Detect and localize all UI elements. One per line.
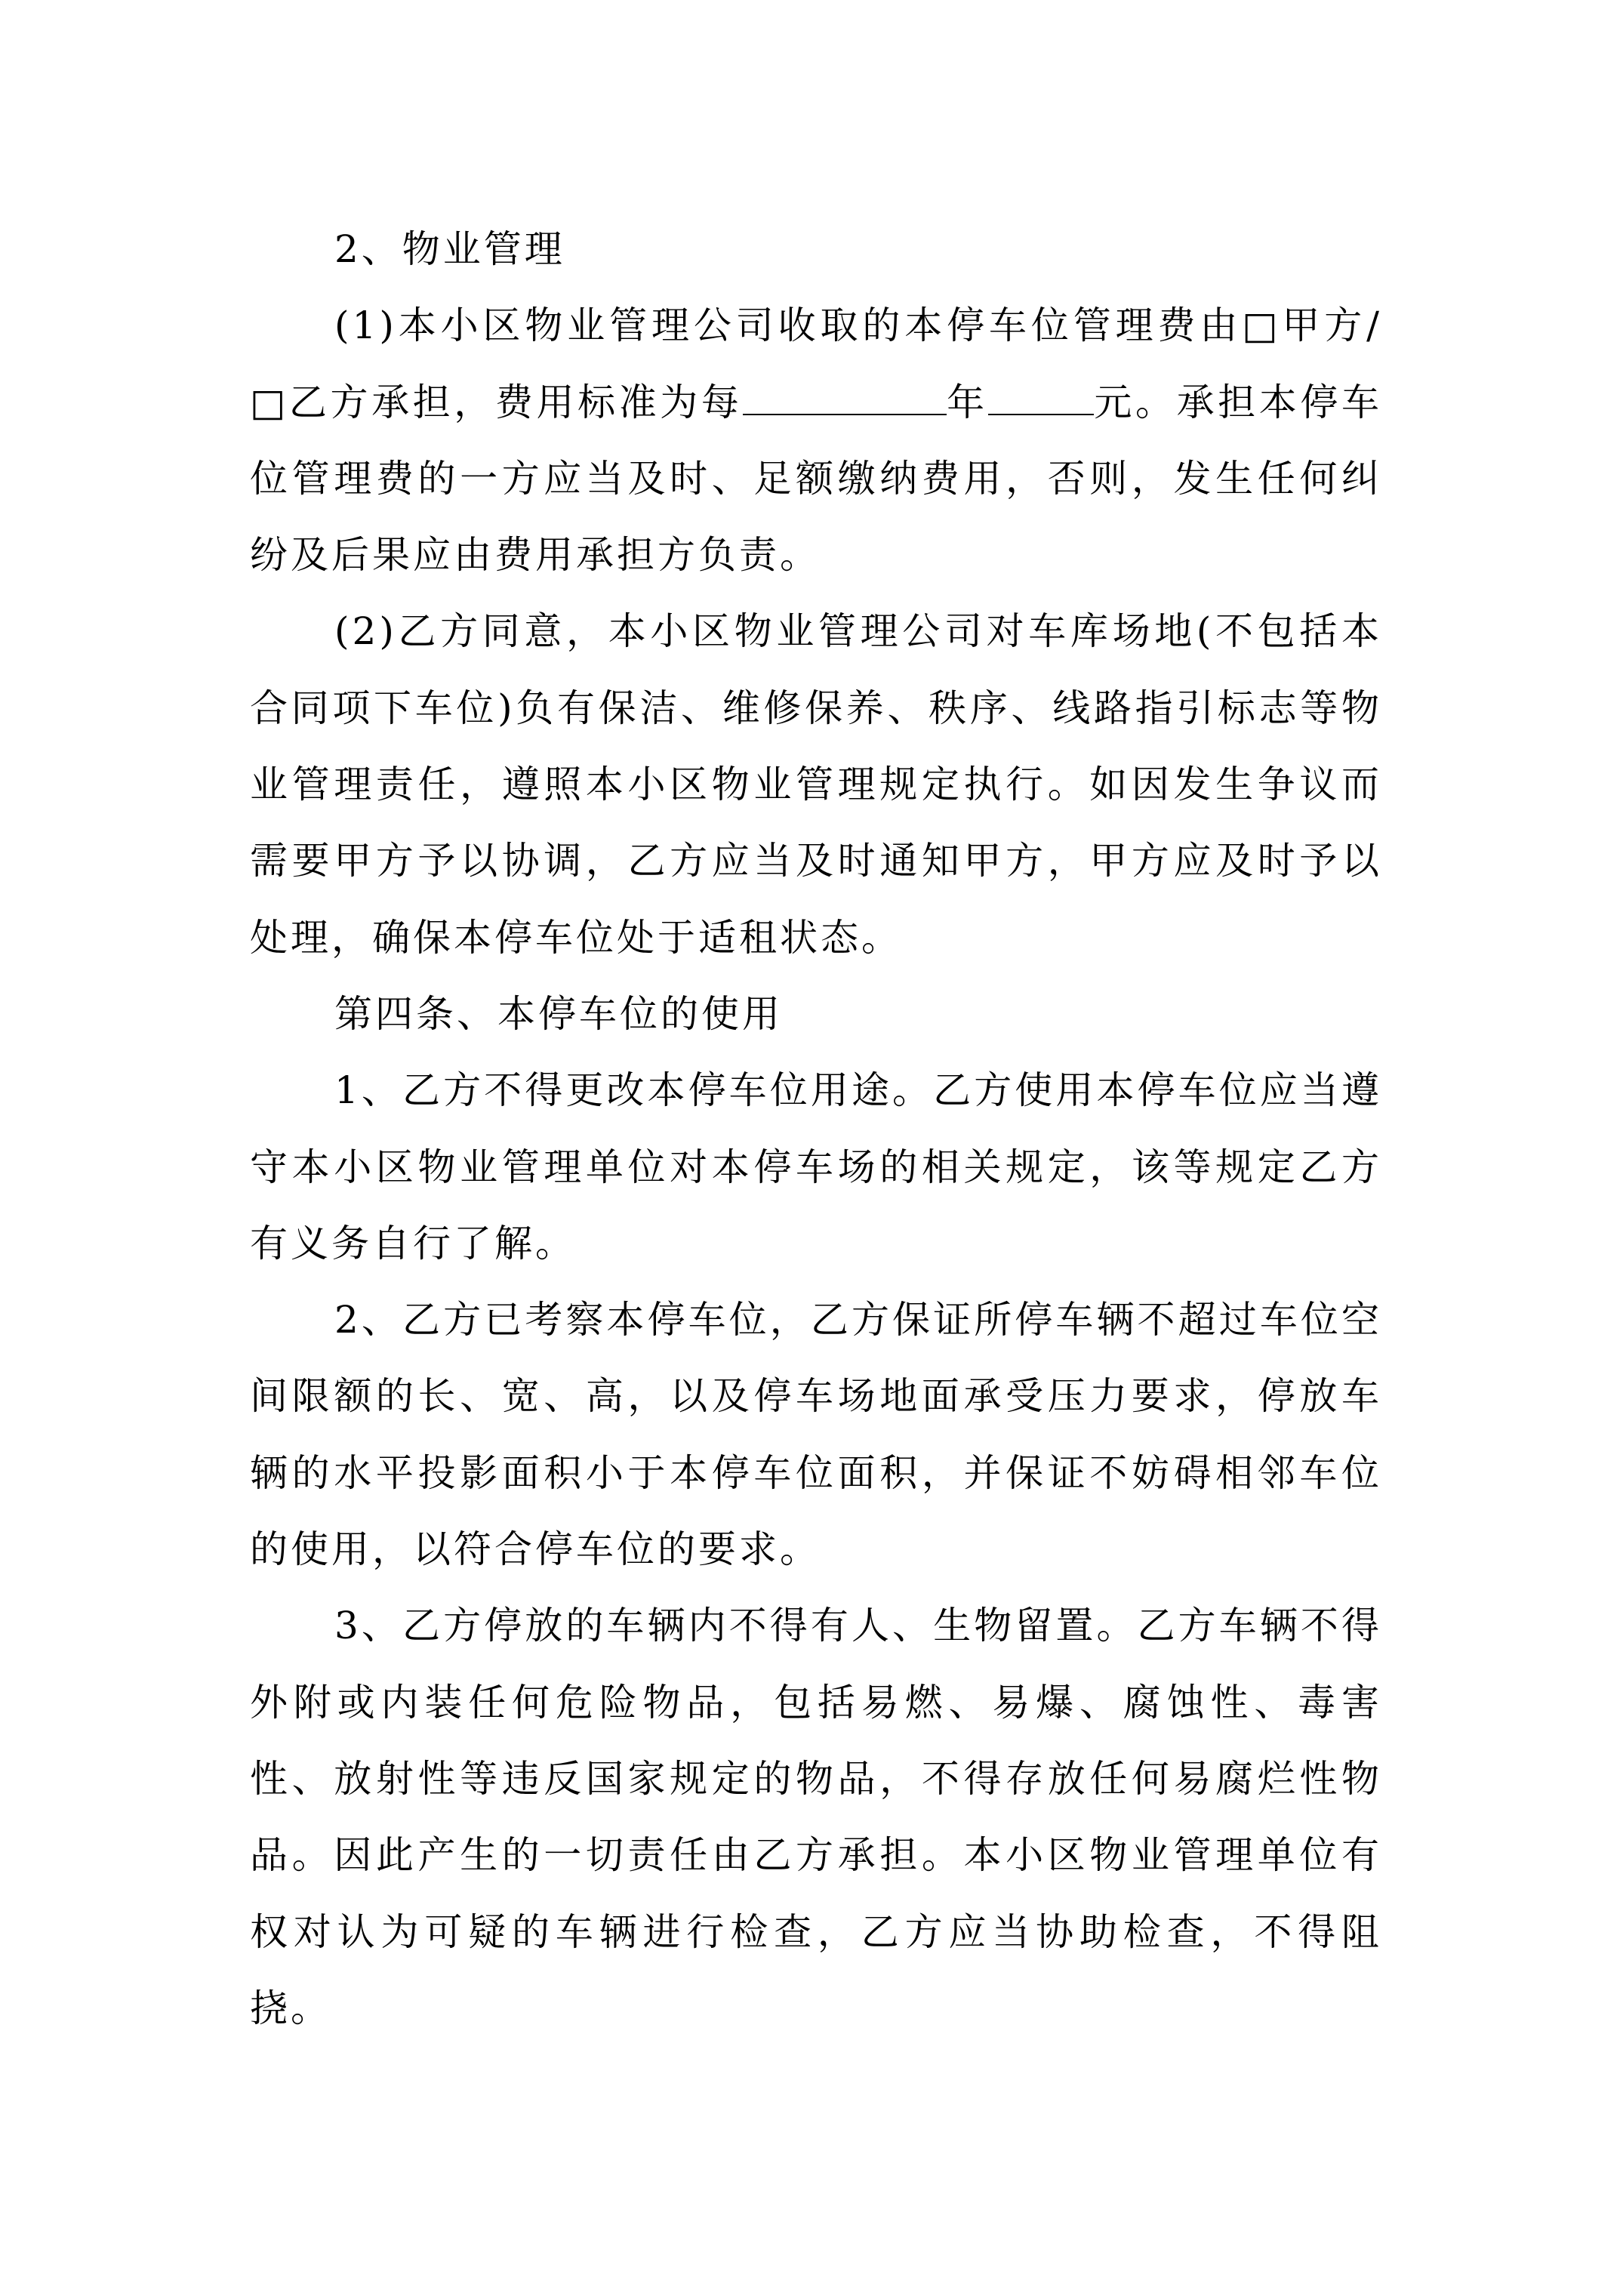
article-4-heading: 第四条、本停车位的使用	[334, 991, 783, 1036]
article-4-item-1: 1、乙方不得更改本停车位用途。乙方使用本停车位应当遵守本小区物业管理单位对本停车场的相关规定，该等规定乙方有义务自行了解。	[250, 1068, 1382, 1265]
clause-1-paragraph	[250, 288, 1382, 593]
fee-period-blank[interactable]	[743, 380, 947, 415]
fee-amount-blank[interactable]	[988, 380, 1094, 415]
article-4-item-2: 2、乙方已考察本停车位，乙方保证所停车辆不超过车位空间限额的长、宽、高，以及停车场地面承受压力要求，停放车辆的水平投影面积小于本停车位面积，并保证不妨碍相邻车位的使用，以符合停车位的要求。	[250, 1298, 1382, 1572]
clause-1-text-c: 元。承担本停车位管理费的一方应当及时、足额缴纳费用，否则，发生任何纠纷及后果应由费用承担方负责。	[250, 380, 1382, 578]
section-2-heading: 2、物业管理	[334, 227, 565, 271]
clause-1-text-a: (1)本小区物业管理公司收取的本停车位管理费由□甲方/□乙方承担，费用标准为每	[250, 304, 1382, 424]
article-4-item-3: 3、乙方停放的车辆内不得有人、生物留置。乙方车辆不得外附或内装任何危险物品，包括易燃、易爆、腐蚀性、毒害性、放射性等违反国家规定的物品，不得存放任何易腐烂性物品。因此产生的一切责任由乙方承担。本小区物业管理单位有权对认为可疑的车辆进行检查，乙方应当协助检查，不得阻挠。	[250, 1604, 1382, 2030]
clause-2-paragraph: (2)乙方同意，本小区物业管理公司对车库场地(不包括本合同项下车位)负有保洁、维修保养、秩序、线路指引标志等物业管理责任，遵照本小区物业管理规定执行。如因发生争议而需要甲方予以协调，乙方应当及时通知甲方，甲方应及时予以处理，确保本停车位处于适租状态。	[250, 609, 1382, 960]
document-body	[250, 211, 1382, 2047]
clause-1-text-b: 年	[946, 380, 988, 424]
